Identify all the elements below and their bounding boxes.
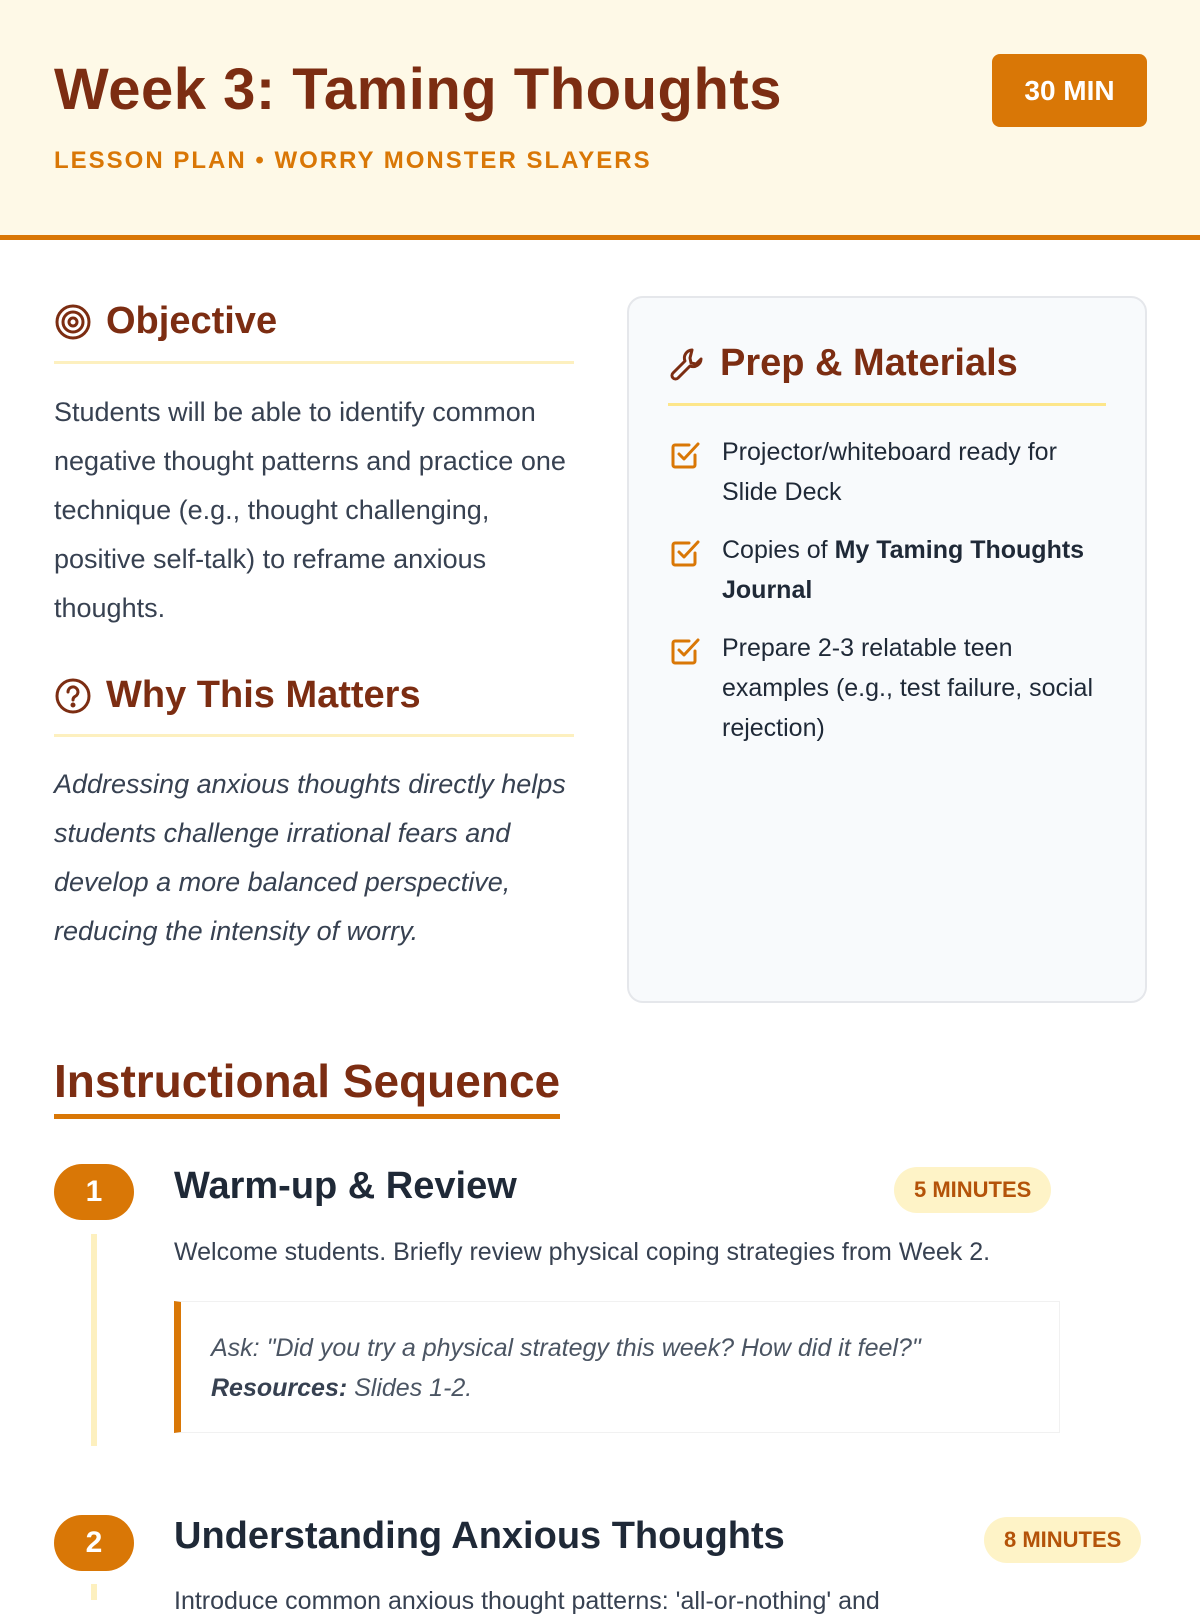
step-number-badge: 1 — [54, 1164, 134, 1220]
prep-heading — [668, 342, 1018, 385]
step-description: Introduce common anxious thought patterns: 'all-or-nothing' and — [174, 1587, 880, 1615]
why-heading — [54, 674, 421, 717]
prep-list — [668, 432, 1108, 766]
why-title: Why This Matters — [106, 674, 421, 716]
step-note-prompt: Ask: "Did you try a physical strategy this week? How did it feel?" — [211, 1334, 921, 1362]
step-timeline-line — [91, 1584, 97, 1600]
step-time-pill: 8 MINUTES — [984, 1517, 1141, 1563]
subtitle-program: WORRY MONSTER SLAYERS — [274, 147, 652, 174]
step-note — [174, 1301, 1060, 1433]
prep-title: Prep & Materials — [720, 342, 1018, 384]
checkbox-icon — [668, 634, 702, 668]
step-number-badge: 2 — [54, 1515, 134, 1571]
prep-item-text: Copies of My Taming Thoughts Journal — [722, 536, 1085, 604]
step-title: Warm-up & Review — [174, 1165, 517, 1207]
objective-heading — [54, 300, 277, 343]
step-time-pill: 5 MINUTES — [894, 1167, 1051, 1213]
checkbox-icon — [668, 536, 702, 570]
prep-item-text: Projector/whiteboard ready for Slide Deck — [722, 438, 1057, 506]
question-circle-icon — [54, 677, 92, 715]
step-timeline-line — [91, 1234, 97, 1446]
objective-text: Students will be able to identify common negative thought patterns and practice one technique (e.g., thought challenging, positive self-talk) to reframe anxious thoughts. — [54, 397, 566, 623]
prep-item — [668, 432, 1108, 512]
subtitle-lesson-plan: LESSON PLAN — [54, 147, 247, 174]
prep-item-text: Prepare 2-3 relatable teen examples (e.g., test failure, social rejection) — [722, 634, 1093, 742]
sequence-title: Instructional Sequence — [54, 1054, 560, 1119]
objective-title: Objective — [106, 300, 278, 342]
lesson-header — [0, 0, 1200, 240]
step-description: Welcome students. Briefly review physical coping strategies from Week 2. — [174, 1238, 991, 1266]
step-title: Understanding Anxious Thoughts — [174, 1515, 785, 1557]
objective-divider — [54, 361, 574, 364]
subtitle-separator: • — [255, 147, 266, 174]
prep-item — [668, 530, 1108, 610]
duration-badge: 30 MIN — [992, 54, 1147, 127]
step-note-resources: Resources: Slides 1-2. — [211, 1374, 473, 1402]
wrench-icon — [668, 345, 706, 383]
prep-divider — [668, 403, 1106, 406]
prep-item — [668, 628, 1108, 748]
checkbox-icon — [668, 438, 702, 472]
why-divider — [54, 734, 574, 737]
page-title: Week 3: Taming Thoughts — [54, 57, 782, 122]
why-text: Addressing anxious thoughts directly helps students challenge irrational fears and develop a more balanced perspective, reducing the intensity of worry. — [54, 769, 566, 946]
page-subtitle — [54, 147, 652, 175]
target-icon — [54, 303, 92, 341]
